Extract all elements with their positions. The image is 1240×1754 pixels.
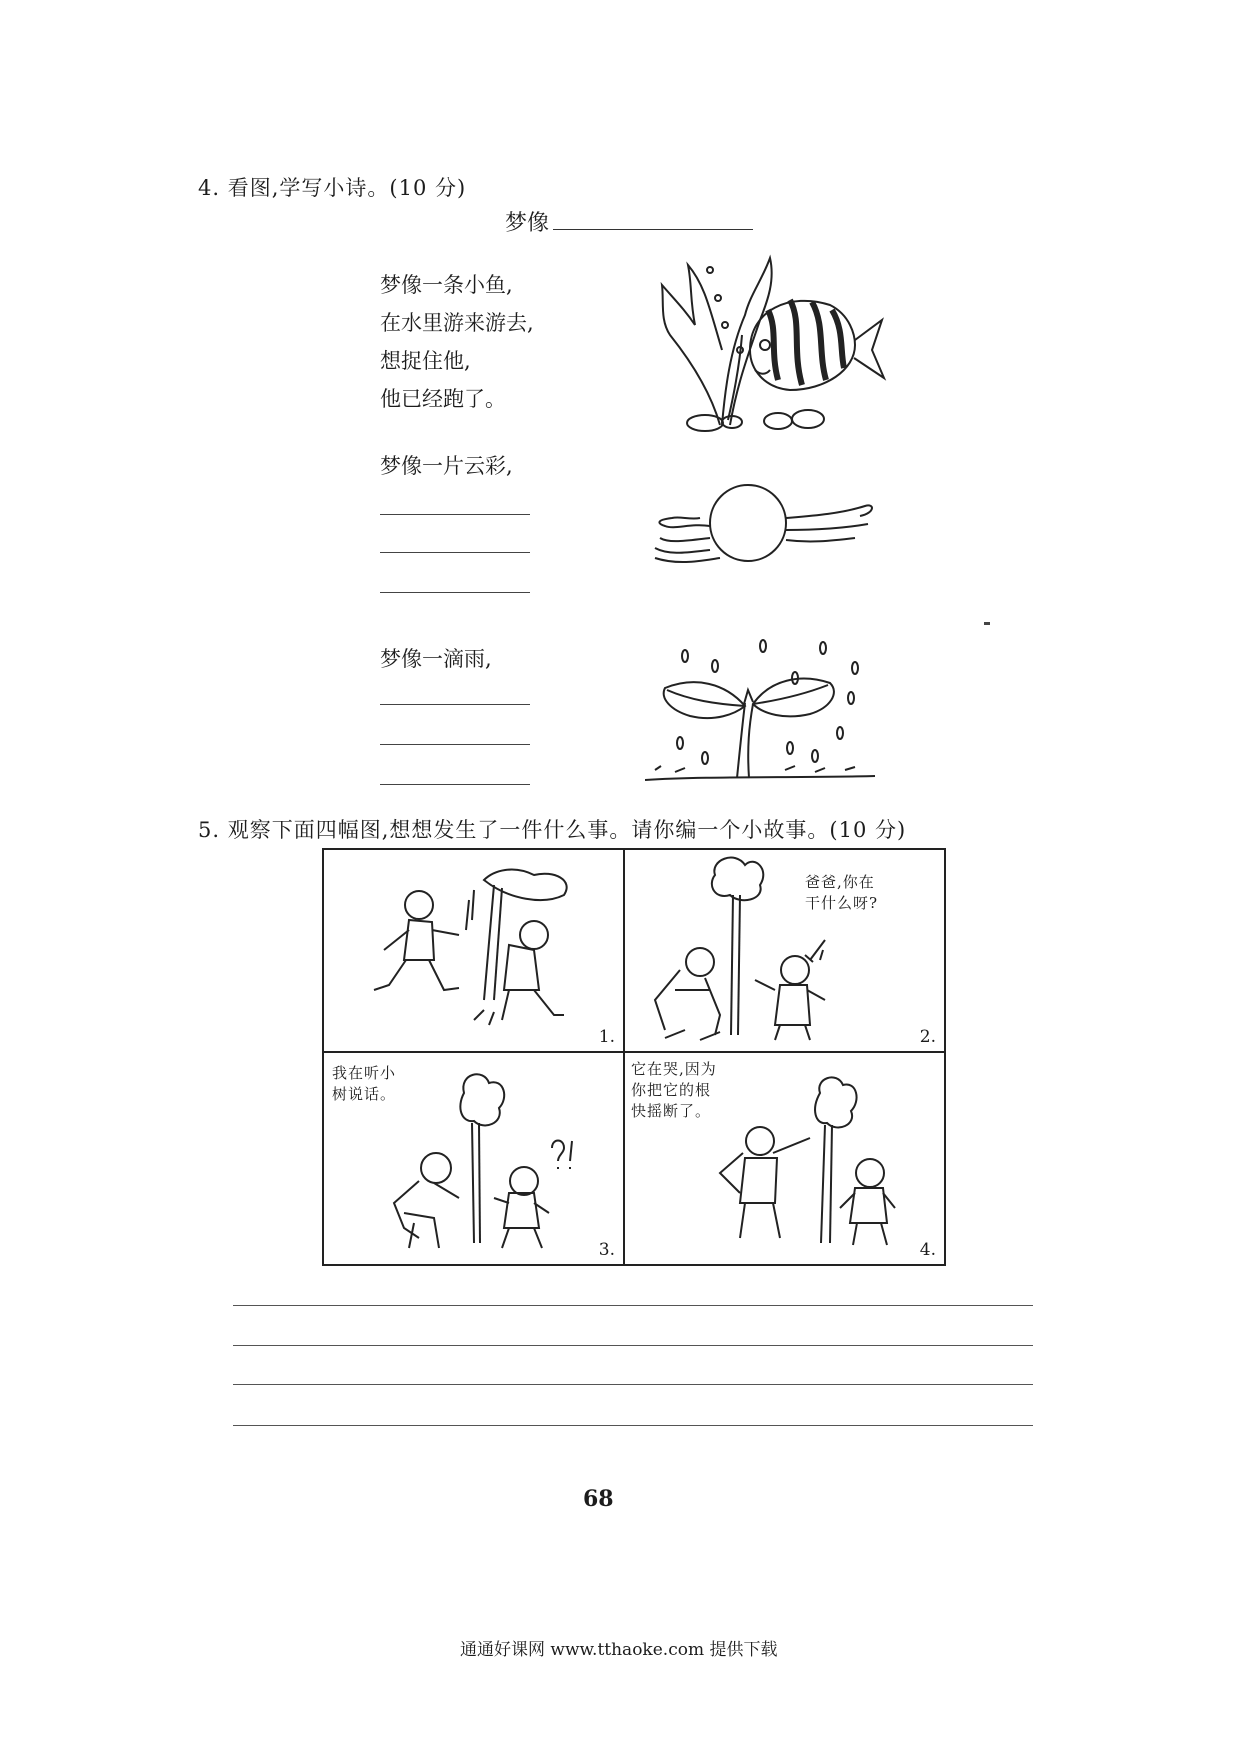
writing-line[interactable] [233,1425,1033,1426]
panel-number: 2. [919,1027,936,1047]
sprout-rain-illustration [645,638,885,788]
writing-line[interactable] [233,1305,1033,1306]
panel-number: 4. [919,1240,936,1260]
comic-strip [322,848,946,1266]
page-number: 68 [583,1486,614,1512]
fish-seaweed-illustration [650,240,890,435]
stanza-2-first-line: 梦像一片云彩, [380,454,513,478]
stanza-1 [380,266,534,418]
poem-line: 他已经跑了。 [380,387,506,411]
answer-blank[interactable] [380,514,530,515]
stanza-3-first-line: 梦像一滴雨, [380,647,492,671]
comic-panel-4 [625,1053,944,1264]
panel-number: 3. [598,1240,615,1260]
poem-title: 梦像 [505,211,550,236]
panel-number: 1. [598,1027,615,1047]
panel-1-drawing [324,850,623,1051]
poem-line: 在水里游来游去, [380,311,534,335]
cloud-moon-illustration [650,478,880,578]
footer-credit: 通通好课网 www.tthaoke.com 提供下载 [460,1640,778,1660]
answer-blank[interactable] [380,552,530,553]
q4-title: 4. 看图,学写小诗。(10 分) [198,176,467,200]
answer-blank[interactable] [380,592,530,593]
writing-line[interactable] [233,1384,1033,1385]
poem-title-row [505,206,753,237]
comic-panel-2 [625,850,944,1051]
comic-panel-3 [324,1053,623,1264]
speech-bubble: 它在哭,因为 你把它的根 快摇断了。 [631,1060,717,1120]
answer-blank[interactable] [380,704,530,705]
speech-bubble: 爸爸,你在 干什么呀? [805,873,879,912]
answer-blank[interactable] [380,784,530,785]
q5-title: 5. 观察下面四幅图,想想发生了一件什么事。请你编一个小故事。(10 分) [198,818,907,842]
panel-2-drawing [625,850,944,1051]
speech-bubble: 我在听小 树说话。 [332,1064,397,1103]
writing-line[interactable] [233,1345,1033,1346]
poem-line: 梦像一条小鱼, [380,273,513,297]
poem-title-blank[interactable] [553,209,753,230]
comic-panel-1 [324,850,623,1051]
poem-line: 想捉住他, [380,349,471,373]
stray-mark [984,622,990,625]
answer-blank[interactable] [380,744,530,745]
